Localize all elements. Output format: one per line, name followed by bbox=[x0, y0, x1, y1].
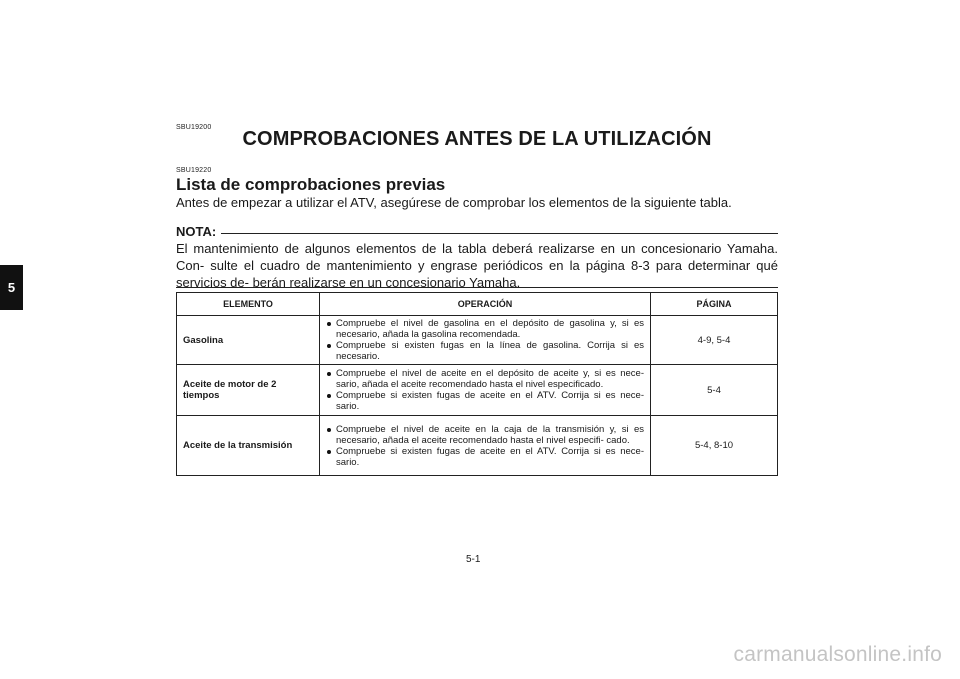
note-rule bbox=[221, 233, 778, 234]
checklist-table bbox=[176, 292, 778, 476]
row-element: Gasolina bbox=[177, 316, 320, 365]
note-header bbox=[176, 224, 778, 240]
row-operations bbox=[320, 416, 651, 476]
page-title: COMPROBACIONES ANTES DE LA UTILIZACIÓN bbox=[242, 128, 712, 150]
chapter-tab-number: 5 bbox=[7, 280, 16, 295]
table-row bbox=[177, 365, 778, 416]
section-code: SBU19200 bbox=[176, 124, 212, 131]
list-item: Compruebe el nivel de aceite en el depósito de aceite y, si es nece- sario, añada el aceite recomendado hasta el nivel especificado. bbox=[326, 368, 644, 390]
table-row bbox=[177, 416, 778, 476]
row-element: Aceite de motor de 2 tiempos bbox=[177, 365, 320, 416]
watermark-text: carmanualsonline.info bbox=[733, 643, 942, 666]
list-item: Compruebe el nivel de aceite en la caja de la transmisión y, si es necesario, añada el aceite recomendado hasta el nivel especifi- cado. bbox=[326, 424, 644, 446]
list-item: Compruebe si existen fugas de aceite en el ATV. Corrija si es nece- sario. bbox=[326, 446, 644, 468]
row-element: Aceite de la transmisión bbox=[177, 416, 320, 476]
note-end-rule bbox=[176, 287, 778, 288]
row-page: 5-4, 8-10 bbox=[651, 416, 778, 476]
header-page: PÁGINA bbox=[651, 293, 778, 316]
intro-paragraph: Antes de empezar a utilizar el ATV, asegúrese de comprobar los elementos de la siguiente tabla. bbox=[176, 195, 732, 210]
table-row bbox=[177, 316, 778, 365]
bullet-icon bbox=[327, 372, 331, 376]
list-item: Compruebe si existen fugas de aceite en el ATV. Corrija si es nece- sario. bbox=[326, 390, 644, 412]
bullet-icon bbox=[327, 394, 331, 398]
note-text: El mantenimiento de algunos elementos de la tabla deberá realizarse en un concesionario Yamaha. Con- sulte el cuadro de mantenimiento y engrase periódicos en la página 8-3 para determinar qué servicios de- berán realizarse en un concesionario Yamaha. bbox=[176, 241, 778, 290]
row-operations bbox=[320, 365, 651, 416]
row-page: 5-4 bbox=[651, 365, 778, 416]
subsection-code: SBU19220 bbox=[176, 167, 212, 174]
bullet-icon bbox=[327, 450, 331, 454]
bullet-icon bbox=[327, 344, 331, 348]
row-page: 4-9, 5-4 bbox=[651, 316, 778, 365]
list-item: Compruebe si existen fugas en la línea de gasolina. Corrija si es necesario. bbox=[326, 340, 644, 362]
page-number: 5-1 bbox=[466, 554, 481, 565]
header-element: ELEMENTO bbox=[177, 293, 320, 316]
chapter-tab bbox=[0, 265, 23, 310]
header-operation: OPERACIÓN bbox=[320, 293, 651, 316]
table-header-row bbox=[177, 293, 778, 316]
list-item: Compruebe el nivel de gasolina en el depósito de gasolina y, si es necesario, añada la gasolina recomendada. bbox=[326, 318, 644, 340]
section-heading: Lista de comprobaciones previas bbox=[176, 175, 446, 194]
row-operations bbox=[320, 316, 651, 365]
bullet-icon bbox=[327, 322, 331, 326]
note-label: NOTA: bbox=[176, 224, 220, 239]
bullet-icon bbox=[327, 428, 331, 432]
